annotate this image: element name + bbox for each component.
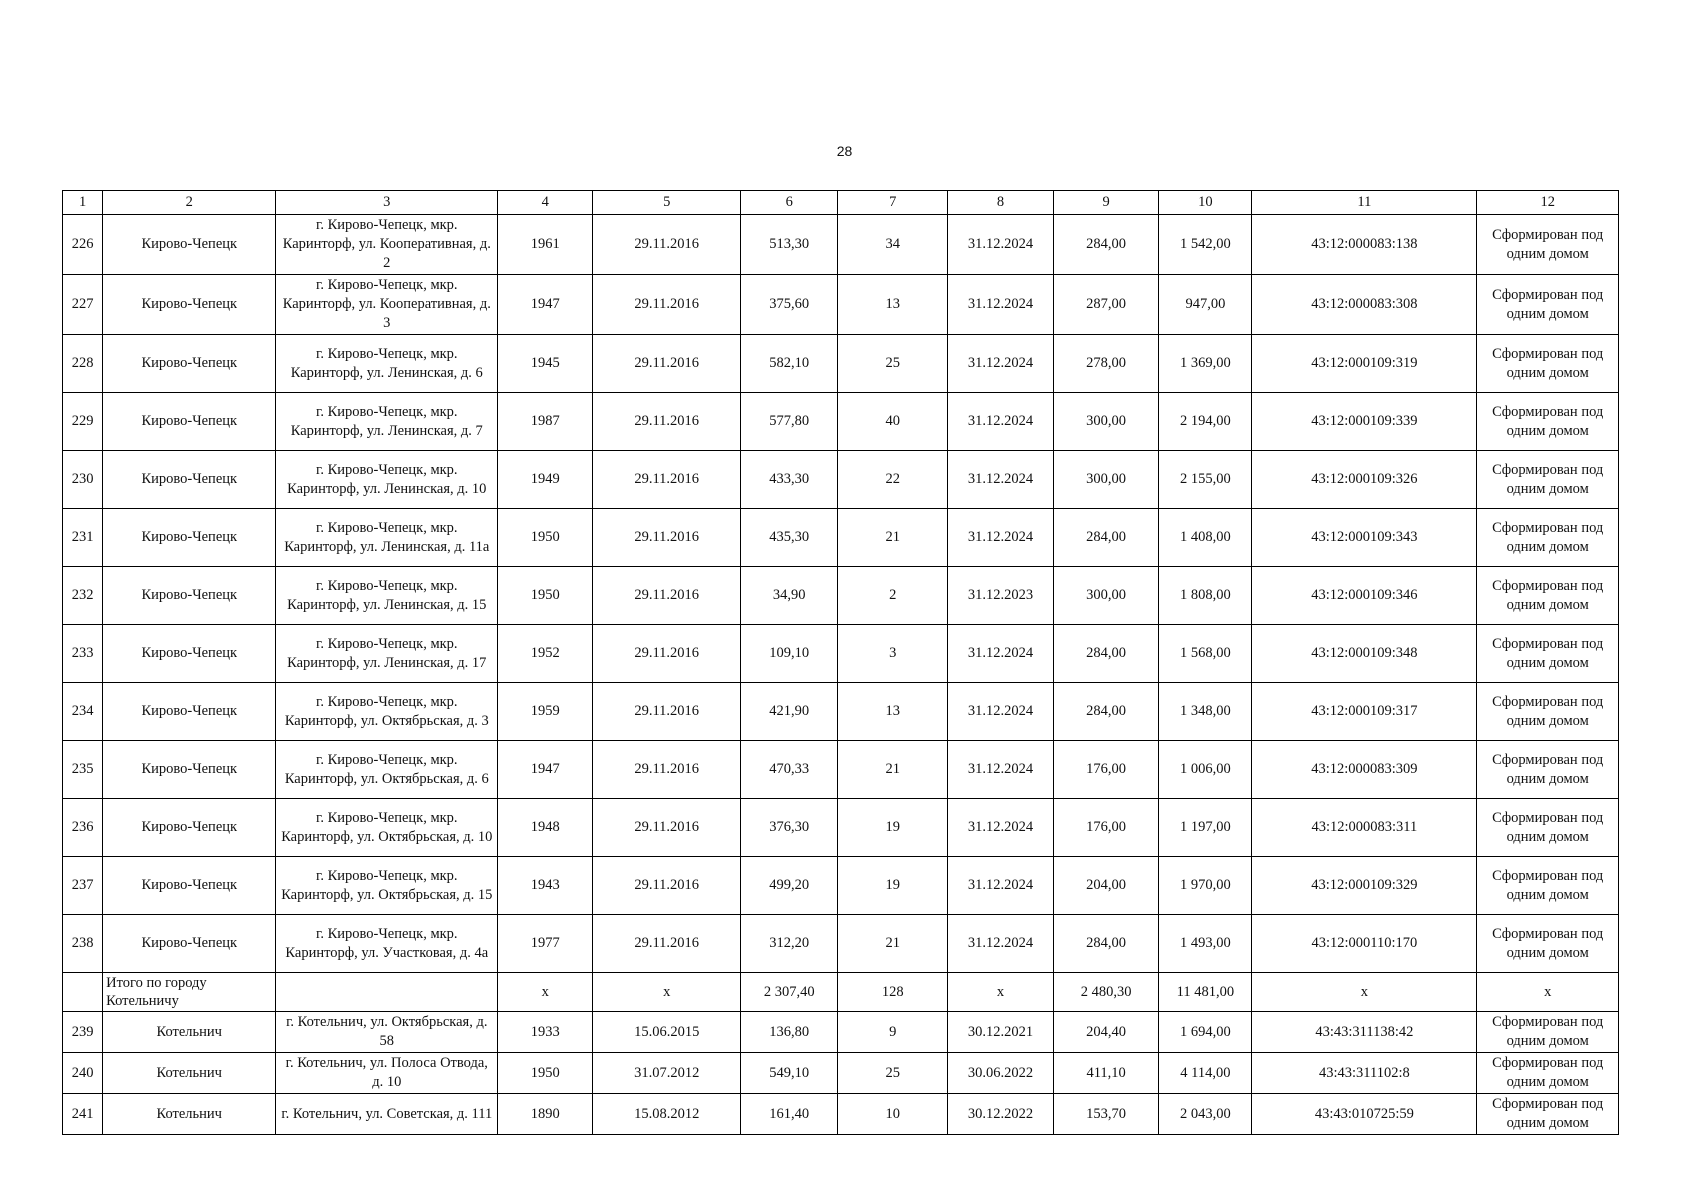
cell-land-status: Сформирован под одним домом xyxy=(1477,915,1619,973)
cell-area-cost: 278,00 xyxy=(1053,335,1159,393)
cell-date: 15.06.2015 xyxy=(593,1012,741,1053)
cell-cadastral-number: 43:43:010725:59 xyxy=(1252,1094,1477,1135)
cell-area-cost: 176,00 xyxy=(1053,799,1159,857)
cell-deadline: 31.12.2024 xyxy=(948,275,1054,335)
cell-total: 1 006,00 xyxy=(1159,741,1252,799)
cell-area-cost: 153,70 xyxy=(1053,1094,1159,1135)
cell-area: 421,90 xyxy=(741,683,838,741)
cell-area-cost: 284,00 xyxy=(1053,215,1159,275)
cell-deadline: 31.12.2024 xyxy=(948,857,1054,915)
cell-date: 29.11.2016 xyxy=(593,567,741,625)
cell-residents: 34 xyxy=(838,215,948,275)
cell-residents: 13 xyxy=(838,683,948,741)
cell-row-number: 232 xyxy=(63,567,103,625)
cell-residents: 19 xyxy=(838,799,948,857)
housing-registry-table xyxy=(62,190,1619,1135)
cell-city: Кирово-Чепецк xyxy=(103,741,276,799)
cell-cadastral-number: 43:12:000083:311 xyxy=(1252,799,1477,857)
cell-year-built: 1959 xyxy=(498,683,593,741)
cell-residents: 10 xyxy=(838,1094,948,1135)
cell-address: г. Кирово-Чепецк, мкр. Каринторф, ул. Ленинская, д. 11а xyxy=(276,509,498,567)
table-row xyxy=(63,509,1619,567)
cell-cadastral-number: 43:43:311102:8 xyxy=(1252,1053,1477,1094)
cell-row-number: 233 xyxy=(63,625,103,683)
cell-area: 34,90 xyxy=(741,567,838,625)
column-header-8: 8 xyxy=(948,191,1054,215)
cell-land-status: Сформирован под одним домом xyxy=(1477,857,1619,915)
table-row xyxy=(63,625,1619,683)
cell-area-cost: 284,00 xyxy=(1053,915,1159,973)
cell-cadastral-number: 43:12:000110:170 xyxy=(1252,915,1477,973)
table-row xyxy=(63,335,1619,393)
cell-total: 1 970,00 xyxy=(1159,857,1252,915)
cell-land-status: Сформирован под одним домом xyxy=(1477,1012,1619,1053)
cell-date: 29.11.2016 xyxy=(593,857,741,915)
cell-date: 29.11.2016 xyxy=(593,799,741,857)
subtotal-label: Итого по городу Котельничу xyxy=(103,973,276,1012)
cell-deadline: х xyxy=(948,973,1054,1012)
cell-cadastral-number: 43:12:000083:309 xyxy=(1252,741,1477,799)
cell-city: Кирово-Чепецк xyxy=(103,275,276,335)
cell-area-cost: 300,00 xyxy=(1053,451,1159,509)
cell-area-cost: 300,00 xyxy=(1053,393,1159,451)
cell-year-built: 1950 xyxy=(498,509,593,567)
column-header-11: 11 xyxy=(1252,191,1477,215)
table-row xyxy=(63,1012,1619,1053)
cell-year-built: 1945 xyxy=(498,335,593,393)
cell-land-status: Сформирован под одним домом xyxy=(1477,567,1619,625)
cell-cadastral-number: 43:43:311138:42 xyxy=(1252,1012,1477,1053)
cell-area: 433,30 xyxy=(741,451,838,509)
cell-area-cost: 284,00 xyxy=(1053,625,1159,683)
cell-deadline: 30.12.2022 xyxy=(948,1094,1054,1135)
cell-year-built: 1949 xyxy=(498,451,593,509)
cell-total: 11 481,00 xyxy=(1159,973,1252,1012)
cell-address: г. Кирово-Чепецк, мкр. Каринторф, ул. Участковая, д. 4а xyxy=(276,915,498,973)
cell-city: Котельнич xyxy=(103,1094,276,1135)
cell-row-number xyxy=(63,973,103,1012)
cell-year-built: 1943 xyxy=(498,857,593,915)
cell-date: 29.11.2016 xyxy=(593,625,741,683)
cell-row-number: 239 xyxy=(63,1012,103,1053)
cell-city: Котельнич xyxy=(103,1012,276,1053)
cell-row-number: 237 xyxy=(63,857,103,915)
cell-land-status: Сформирован под одним домом xyxy=(1477,741,1619,799)
cell-deadline: 31.12.2024 xyxy=(948,625,1054,683)
cell-area: 582,10 xyxy=(741,335,838,393)
column-header-1: 1 xyxy=(63,191,103,215)
table-row xyxy=(63,215,1619,275)
cell-area-cost: 2 480,30 xyxy=(1053,973,1159,1012)
cell-area-cost: 287,00 xyxy=(1053,275,1159,335)
cell-cadastral-number: 43:12:000109:317 xyxy=(1252,683,1477,741)
cell-year-built: 1948 xyxy=(498,799,593,857)
table-row xyxy=(63,741,1619,799)
cell-date: 29.11.2016 xyxy=(593,741,741,799)
column-header-5: 5 xyxy=(593,191,741,215)
cell-total: 2 155,00 xyxy=(1159,451,1252,509)
cell-area: 161,40 xyxy=(741,1094,838,1135)
cell-residents: 25 xyxy=(838,1053,948,1094)
table-row xyxy=(63,1094,1619,1135)
cell-total: 1 542,00 xyxy=(1159,215,1252,275)
cell-area: 375,60 xyxy=(741,275,838,335)
table-row xyxy=(63,915,1619,973)
cell-area-cost: 176,00 xyxy=(1053,741,1159,799)
cell-land-status: Сформирован под одним домом xyxy=(1477,335,1619,393)
cell-date: 29.11.2016 xyxy=(593,275,741,335)
cell-address: г. Кирово-Чепецк, мкр. Каринторф, ул. Ленинская, д. 7 xyxy=(276,393,498,451)
cell-address: г. Кирово-Чепецк, мкр. Каринторф, ул. Ленинская, д. 10 xyxy=(276,451,498,509)
cell-area-cost: 300,00 xyxy=(1053,567,1159,625)
cell-date: 29.11.2016 xyxy=(593,683,741,741)
cell-land-status: Сформирован под одним домом xyxy=(1477,799,1619,857)
cell-year-built: 1977 xyxy=(498,915,593,973)
cell-date: 15.08.2012 xyxy=(593,1094,741,1135)
cell-date: 29.11.2016 xyxy=(593,335,741,393)
cell-deadline: 31.12.2024 xyxy=(948,509,1054,567)
cell-total: 2 043,00 xyxy=(1159,1094,1252,1135)
cell-land-status: Сформирован под одним домом xyxy=(1477,509,1619,567)
cell-deadline: 31.12.2024 xyxy=(948,741,1054,799)
cell-area: 513,30 xyxy=(741,215,838,275)
column-header-4: 4 xyxy=(498,191,593,215)
cell-area: 549,10 xyxy=(741,1053,838,1094)
cell-deadline: 31.12.2024 xyxy=(948,451,1054,509)
cell-address: г. Кирово-Чепецк, мкр. Каринторф, ул. Ленинская, д. 6 xyxy=(276,335,498,393)
cell-deadline: 31.12.2024 xyxy=(948,683,1054,741)
cell-residents: 9 xyxy=(838,1012,948,1053)
cell-total: 1 493,00 xyxy=(1159,915,1252,973)
cell-city: Кирово-Чепецк xyxy=(103,215,276,275)
cell-area: 470,33 xyxy=(741,741,838,799)
cell-city: Кирово-Чепецк xyxy=(103,857,276,915)
cell-row-number: 230 xyxy=(63,451,103,509)
table-row xyxy=(63,683,1619,741)
cell-address: г. Котельнич, ул. Советская, д. 111 xyxy=(276,1094,498,1135)
cell-address: г. Кирово-Чепецк, мкр. Каринторф, ул. Кооперативная, д. 2 xyxy=(276,215,498,275)
cell-city: Котельнич xyxy=(103,1053,276,1094)
cell-address: г. Кирово-Чепецк, мкр. Каринторф, ул. Кооперативная, д. 3 xyxy=(276,275,498,335)
cell-land-status: Сформирован под одним домом xyxy=(1477,275,1619,335)
cell-residents: 40 xyxy=(838,393,948,451)
cell-cadastral-number: х xyxy=(1252,973,1477,1012)
cell-land-status: Сформирован под одним домом xyxy=(1477,1094,1619,1135)
cell-area: 435,30 xyxy=(741,509,838,567)
cell-residents: 128 xyxy=(838,973,948,1012)
cell-row-number: 234 xyxy=(63,683,103,741)
column-number-header xyxy=(63,191,1619,215)
cell-deadline: 31.12.2023 xyxy=(948,567,1054,625)
cell-land-status: Сформирован под одним домом xyxy=(1477,451,1619,509)
cell-city: Кирово-Чепецк xyxy=(103,335,276,393)
cell-area: 577,80 xyxy=(741,393,838,451)
cell-total: 1 808,00 xyxy=(1159,567,1252,625)
cell-land-status: Сформирован под одним домом xyxy=(1477,215,1619,275)
cell-city: Кирово-Чепецк xyxy=(103,451,276,509)
cell-row-number: 229 xyxy=(63,393,103,451)
cell-area-cost: 284,00 xyxy=(1053,509,1159,567)
cell-area: 376,30 xyxy=(741,799,838,857)
cell-total: 1 568,00 xyxy=(1159,625,1252,683)
table-row xyxy=(63,451,1619,509)
table-row xyxy=(63,567,1619,625)
cell-residents: 2 xyxy=(838,567,948,625)
cell-year-built: 1950 xyxy=(498,1053,593,1094)
cell-area-cost: 284,00 xyxy=(1053,683,1159,741)
cell-address: г. Кирово-Чепецк, мкр. Каринторф, ул. Октябрьская, д. 6 xyxy=(276,741,498,799)
cell-city: Кирово-Чепецк xyxy=(103,683,276,741)
cell-residents: 25 xyxy=(838,335,948,393)
cell-city: Кирово-Чепецк xyxy=(103,799,276,857)
table-row xyxy=(63,1053,1619,1094)
column-header-9: 9 xyxy=(1053,191,1159,215)
cell-city: Кирово-Чепецк xyxy=(103,915,276,973)
column-header-7: 7 xyxy=(838,191,948,215)
cell-total: 1 197,00 xyxy=(1159,799,1252,857)
cell-land-status: х xyxy=(1477,973,1619,1012)
cell-row-number: 235 xyxy=(63,741,103,799)
cell-cadastral-number: 43:12:000109:343 xyxy=(1252,509,1477,567)
cell-deadline: 30.06.2022 xyxy=(948,1053,1054,1094)
cell-cadastral-number: 43:12:000109:346 xyxy=(1252,567,1477,625)
cell-area-cost: 204,40 xyxy=(1053,1012,1159,1053)
cell-cadastral-number: 43:12:000083:308 xyxy=(1252,275,1477,335)
cell-residents: 3 xyxy=(838,625,948,683)
cell-cadastral-number: 43:12:000083:138 xyxy=(1252,215,1477,275)
cell-date: 31.07.2012 xyxy=(593,1053,741,1094)
cell-deadline: 31.12.2024 xyxy=(948,915,1054,973)
cell-year-built: 1933 xyxy=(498,1012,593,1053)
cell-total: 4 114,00 xyxy=(1159,1053,1252,1094)
cell-row-number: 238 xyxy=(63,915,103,973)
cell-area: 499,20 xyxy=(741,857,838,915)
cell-deadline: 31.12.2024 xyxy=(948,335,1054,393)
cell-city: Кирово-Чепецк xyxy=(103,567,276,625)
column-header-6: 6 xyxy=(741,191,838,215)
cell-area-cost: 204,00 xyxy=(1053,857,1159,915)
column-header-2: 2 xyxy=(103,191,276,215)
cell-row-number: 241 xyxy=(63,1094,103,1135)
cell-residents: 13 xyxy=(838,275,948,335)
cell-address xyxy=(276,973,498,1012)
cell-address: г. Кирово-Чепецк, мкр. Каринторф, ул. Ленинская, д. 15 xyxy=(276,567,498,625)
cell-area: 136,80 xyxy=(741,1012,838,1053)
cell-cadastral-number: 43:12:000109:348 xyxy=(1252,625,1477,683)
cell-deadline: 31.12.2024 xyxy=(948,393,1054,451)
cell-area: 312,20 xyxy=(741,915,838,973)
cell-address: г. Кирово-Чепецк, мкр. Каринторф, ул. Ленинская, д. 17 xyxy=(276,625,498,683)
table-row xyxy=(63,857,1619,915)
cell-total: 2 194,00 xyxy=(1159,393,1252,451)
cell-date: 29.11.2016 xyxy=(593,451,741,509)
cell-deadline: 30.12.2021 xyxy=(948,1012,1054,1053)
cell-area: 109,10 xyxy=(741,625,838,683)
cell-land-status: Сформирован под одним домом xyxy=(1477,393,1619,451)
cell-deadline: 31.12.2024 xyxy=(948,215,1054,275)
table-body xyxy=(63,191,1619,1135)
cell-deadline: 31.12.2024 xyxy=(948,799,1054,857)
cell-year-built: 1950 xyxy=(498,567,593,625)
cell-residents: 19 xyxy=(838,857,948,915)
cell-year-built: х xyxy=(498,973,593,1012)
cell-row-number: 228 xyxy=(63,335,103,393)
cell-land-status: Сформирован под одним домом xyxy=(1477,683,1619,741)
column-header-10: 10 xyxy=(1159,191,1252,215)
page-number: 28 xyxy=(836,143,853,159)
cell-date: 29.11.2016 xyxy=(593,509,741,567)
cell-total: 1 694,00 xyxy=(1159,1012,1252,1053)
cell-year-built: 1890 xyxy=(498,1094,593,1135)
cell-city: Кирово-Чепецк xyxy=(103,393,276,451)
column-header-3: 3 xyxy=(276,191,498,215)
cell-row-number: 227 xyxy=(63,275,103,335)
table-row xyxy=(63,799,1619,857)
subtotal-row xyxy=(63,973,1619,1012)
cell-year-built: 1961 xyxy=(498,215,593,275)
cell-address: г. Кирово-Чепецк, мкр. Каринторф, ул. Октябрьская, д. 15 xyxy=(276,857,498,915)
cell-total: 1 348,00 xyxy=(1159,683,1252,741)
cell-row-number: 226 xyxy=(63,215,103,275)
cell-address: г. Котельнич, ул. Октябрьская, д. 58 xyxy=(276,1012,498,1053)
cell-year-built: 1987 xyxy=(498,393,593,451)
cell-address: г. Котельнич, ул. Полоса Отвода, д. 10 xyxy=(276,1053,498,1094)
cell-date: 29.11.2016 xyxy=(593,393,741,451)
table-row xyxy=(63,275,1619,335)
cell-residents: 22 xyxy=(838,451,948,509)
cell-cadastral-number: 43:12:000109:319 xyxy=(1252,335,1477,393)
cell-cadastral-number: 43:12:000109:326 xyxy=(1252,451,1477,509)
cell-residents: 21 xyxy=(838,509,948,567)
cell-land-status: Сформирован под одним домом xyxy=(1477,625,1619,683)
cell-total: 1 408,00 xyxy=(1159,509,1252,567)
cell-address: г. Кирово-Чепецк, мкр. Каринторф, ул. Октябрьская, д. 10 xyxy=(276,799,498,857)
cell-cadastral-number: 43:12:000109:329 xyxy=(1252,857,1477,915)
cell-land-status: Сформирован под одним домом xyxy=(1477,1053,1619,1094)
cell-row-number: 231 xyxy=(63,509,103,567)
cell-cadastral-number: 43:12:000109:339 xyxy=(1252,393,1477,451)
cell-residents: 21 xyxy=(838,915,948,973)
cell-total: 947,00 xyxy=(1159,275,1252,335)
table-row xyxy=(63,393,1619,451)
cell-area: 2 307,40 xyxy=(741,973,838,1012)
cell-date: 29.11.2016 xyxy=(593,215,741,275)
cell-date: х xyxy=(593,973,741,1012)
cell-row-number: 240 xyxy=(63,1053,103,1094)
cell-year-built: 1947 xyxy=(498,275,593,335)
cell-address: г. Кирово-Чепецк, мкр. Каринторф, ул. Октябрьская, д. 3 xyxy=(276,683,498,741)
cell-year-built: 1952 xyxy=(498,625,593,683)
cell-date: 29.11.2016 xyxy=(593,915,741,973)
cell-area-cost: 411,10 xyxy=(1053,1053,1159,1094)
cell-residents: 21 xyxy=(838,741,948,799)
column-header-12: 12 xyxy=(1477,191,1619,215)
cell-row-number: 236 xyxy=(63,799,103,857)
cell-year-built: 1947 xyxy=(498,741,593,799)
cell-total: 1 369,00 xyxy=(1159,335,1252,393)
cell-city: Кирово-Чепецк xyxy=(103,509,276,567)
cell-city: Кирово-Чепецк xyxy=(103,625,276,683)
